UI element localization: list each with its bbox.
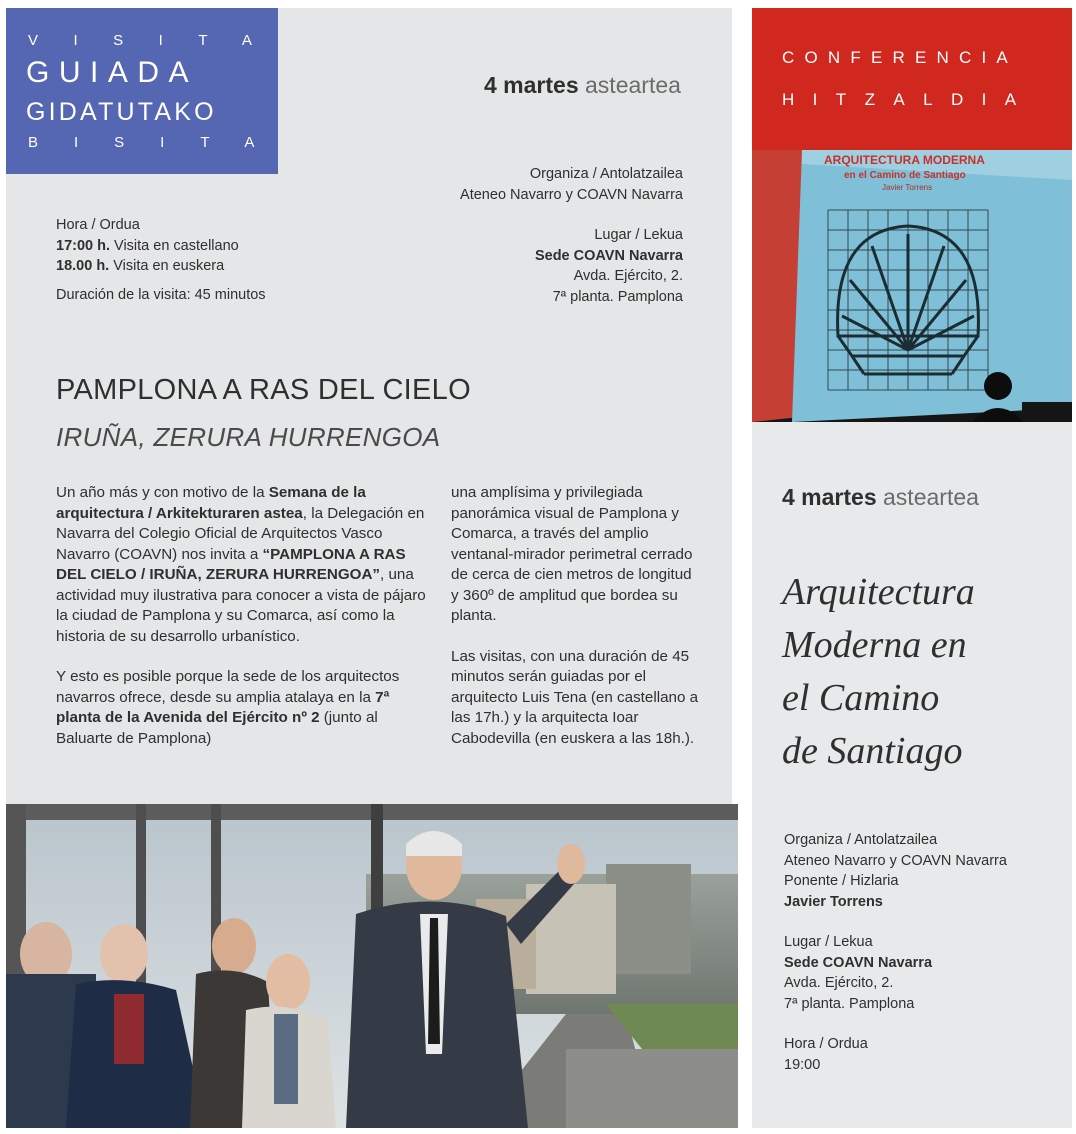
badge-line-hitzaldia: HITZALDIA — [782, 90, 1035, 109]
slide-title-line2: en el Camino de Santiago — [844, 170, 966, 181]
date-basque: asteartea — [585, 72, 681, 98]
organiza-value: Ateneo Navarro y COAVN Navarra — [784, 852, 1007, 869]
body-paragraph-3: una amplísima y privilegiada panorámica visual de Pamplona y Comarca, a través del amplio ventanal-mirador perimetral cerrado de cerca de cien metros de longitud y 360º de amplitud que bordea su planta. — [451, 484, 693, 624]
lugar-label: Lugar / Lekua — [594, 227, 683, 243]
ponente-label: Ponente / Hizlaria — [784, 873, 899, 889]
organiza-value: Ateneo Navarro y COAVN Navarra — [460, 186, 683, 203]
hora-value: 19:00 — [784, 1056, 821, 1073]
conferencia-date — [782, 484, 979, 511]
badge-line-gidatutako: GIDATUTAKO — [26, 98, 217, 126]
lugar-address: Avda. Ejército, 2. — [573, 268, 683, 284]
badge-line-guiada: GUIADA — [26, 56, 199, 89]
lugar-address: Avda. Ejército, 2. — [784, 975, 894, 991]
conferencia-title-line: de Santiago — [782, 730, 963, 772]
organiza-label: Organiza / Antolatzailea — [784, 832, 938, 848]
date-day: 4 martes — [484, 72, 579, 98]
body-paragraph-2: Y esto es posible porque la sede de los arquitectos navarros ofrece, desde su amplia atalaya en la 7ª planta de la Avenida del Ejército nº 2 (junto al Baluarte de Pamplona) — [56, 668, 400, 747]
lugar-venue: Sede COAVN Navarra — [784, 954, 933, 971]
badge-line-conferencia: CONFERENCIA — [782, 48, 1018, 67]
lugar-floor: 7ª planta. Pamplona — [552, 288, 683, 305]
visita-date — [484, 72, 681, 99]
schedule-row-1: 17:00 h. Visita en castellano — [56, 237, 239, 254]
hora-label: Hora / Ordua — [56, 217, 140, 233]
body-paragraph-1: Un año más y con motivo de la Semana de la arquitectura / Arkitekturaren astea, la Delegación en Navarra del Colegio Oficial de Arquitectos Vasco Navarro (COAVN) nos invita a “PAMPLONA A RAS DEL CIELO / IRUÑA, ZERURA HURRENGOA”, una actividad muy ilustrativa para conocer a vista de pájaro la ciudad de Pamplona y su Comarca, así como la historia de su desarrollo urbanístico. — [56, 484, 426, 645]
conference-slide-photo — [752, 150, 1072, 422]
lugar-label: Lugar / Lekua — [784, 934, 873, 950]
slide-author: Javier Torrens — [882, 183, 933, 192]
visita-schedule-block — [56, 215, 266, 305]
hora-label: Hora / Ordua — [784, 1036, 868, 1052]
lugar-floor: 7ª planta. Pamplona — [784, 995, 915, 1012]
slide-title-line1: ARQUITECTURA MODERNA — [824, 153, 985, 167]
visita-subtitle: IRUÑA, ZERURA HURRENGOA — [56, 422, 441, 452]
body-column-1 — [56, 483, 428, 769]
body-paragraph-4: Las visitas, con una duración de 45 minutos serán guiadas por el arquitecto Luis Tena (en castellano a las 17h.) y la arquitecta Ioar Cabodevilla (en euskera a las 18h.). — [451, 647, 699, 747]
lugar-venue: Sede COAVN Navarra — [534, 247, 683, 264]
date-basque: asteartea — [883, 484, 979, 510]
badge-line-visita: VISITA — [28, 32, 288, 49]
schedule-row-2: 18.00 h. Visita en euskera — [56, 258, 225, 274]
conferencia-title — [782, 566, 1062, 778]
body-column-2 — [451, 483, 699, 769]
organiza-label: Organiza / Antolatzailea — [529, 166, 683, 182]
visit-photo — [6, 804, 738, 1128]
conferencia-info — [784, 830, 1007, 1075]
date-day: 4 martes — [782, 484, 877, 510]
visita-title: PAMPLONA A RAS DEL CIELO — [56, 374, 471, 406]
duration-text: Duración de la visita: 45 minutos — [56, 286, 266, 303]
visita-organizer-block — [460, 164, 683, 307]
ponente-value: Javier Torrens — [784, 893, 883, 910]
badge-line-bisita: BISITA — [28, 134, 291, 151]
conferencia-title-line: el Camino — [782, 677, 940, 719]
conferencia-title-line: Moderna en — [782, 624, 967, 666]
visita-guiada-badge — [6, 8, 291, 174]
conferencia-badge — [752, 8, 1072, 150]
conferencia-title-line: Arquitectura — [782, 571, 975, 613]
